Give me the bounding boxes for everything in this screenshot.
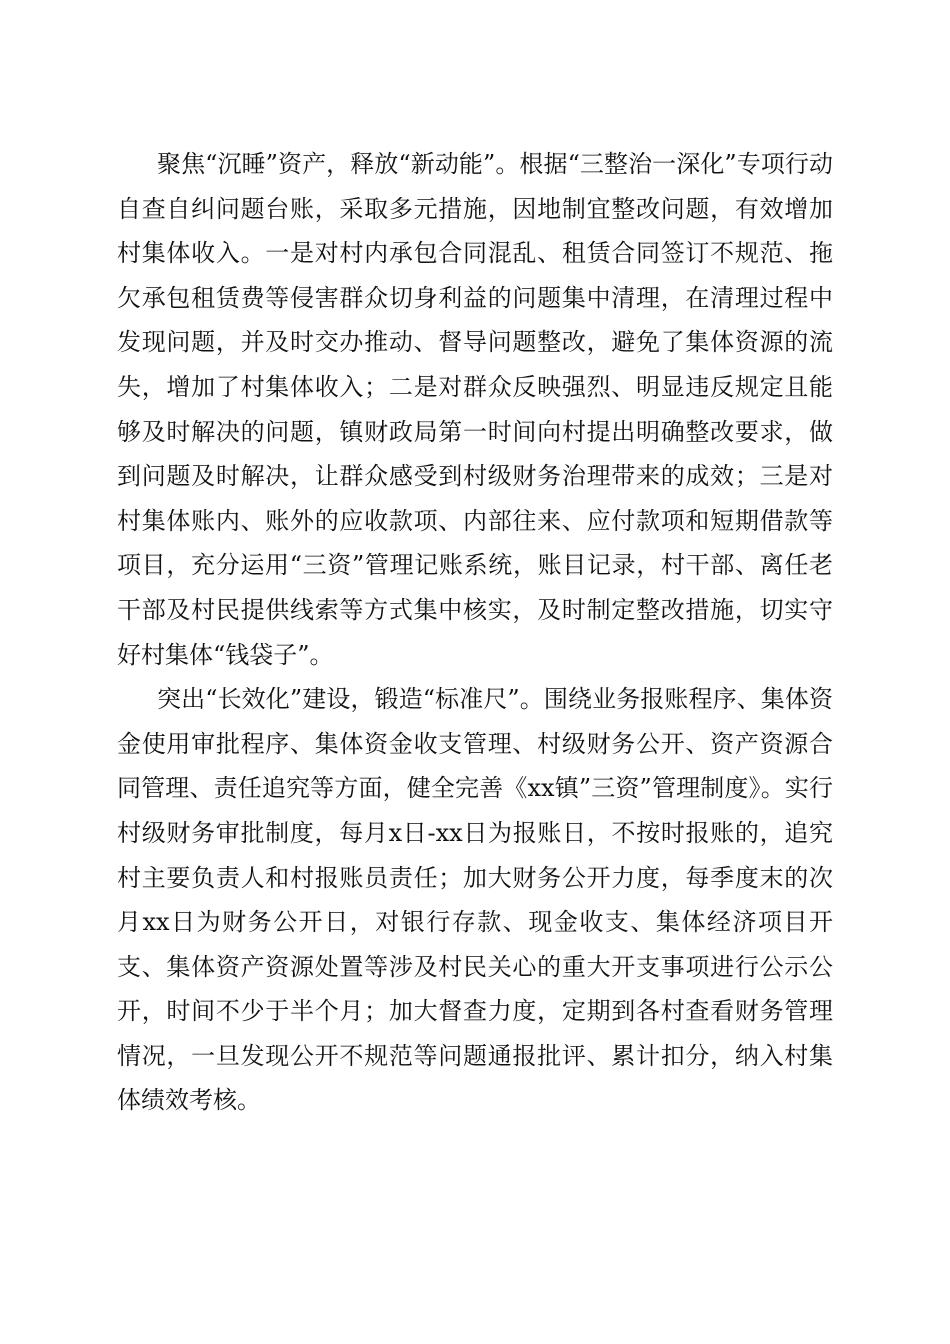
- paragraph-long-term-mechanism: 突出“长效化”建设，锻造“标准尺”。围绕业务报账程序、集体资金使用审批程序、集体资金收支管理、村级财务公开、资产资源合同管理、责任追究等方面，健全完善《xx镇”三资”管理制度》。实行村级财务审批制度，每月x日-xx日为报账日，不按时报账的，追究村主要负责人和村报账员责任；加大财务公开力度，每季度末的次月xx日为财务公开日，对银行存款、现金收支、集体经济项目开支、集体资产资源处置等涉及村民关心的重大开支事项进行公示公开，时间不少于半个月；加大督查力度，定期到各村查看财务管理情况，一旦发现公开不规范等问题通报批评、累计扣分，纳入村集体绩效考核。: [117, 685, 833, 1115]
- document-body: [117, 142, 833, 1123]
- paragraph-dormant-assets: 聚焦“沉睡”资产，释放“新动能”。根据“三整治一深化”专项行动自查自纠问题台账，采取多元措施，因地制宜整改问题，有效增加村集体收入。一是对村内承包合同混乱、租赁合同签订不规范、拖欠承包租赁费等侵害群众切身利益的问题集中清理，在清理过程中发现问题，并及时交办推动、督导问题整改，避免了集体资源的流失，增加了村集体收入；二是对群众反映强烈、明显违反规定且能够及时解决的问题，镇财政局第一时间向村提出明确整改要求，做到问题及时解决，让群众感受到村级财务治理带来的成效；三是对村集体账内、账外的应收款项、内部往来、应付款项和短期借款等项目，充分运用“三资”管理记账系统，账目记录，村干部、离任老干部及村民提供线索等方式集中核实，及时制定整改措施，切实守好村集体“钱袋子”。: [117, 150, 833, 669]
